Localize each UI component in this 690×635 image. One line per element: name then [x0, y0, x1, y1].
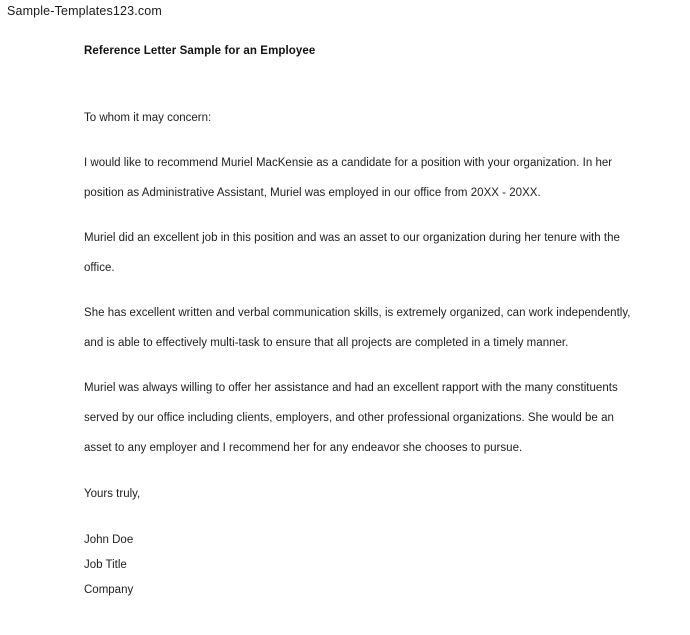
letter-paragraph-1: I would like to recommend Muriel MacKensie as a candidate for a position with your organization. In her position as Administrative Assistant, Muriel was employed in our office from 20XX - 20XX. [84, 157, 613, 199]
site-watermark: Sample-Templates123.com [7, 4, 162, 18]
letter-closing: Yours truly, [84, 488, 141, 500]
signature-job-title: Job Title [84, 559, 127, 571]
signature-name: John Doe [84, 534, 134, 546]
letter-paragraph-2: Muriel did an excellent job in this position and was an asset to our organization during her tenure with the office. [84, 232, 620, 274]
letter-salutation: To whom it may concern: [84, 112, 212, 124]
letter-document [84, 44, 642, 603]
letter-paragraph-3: She has excellent written and verbal communication skills, is extremely organized, can work independently, and is able to effectively multi-task to ensure that all projects are completed in a timely manner. [84, 307, 631, 349]
letter-title: Reference Letter Sample for an Employee [84, 45, 316, 57]
letter-paragraph-4: Muriel was always willing to offer her assistance and had an excellent rapport with the many constituents served by our office including clients, employers, and other professional organizations. She would be an asset to any employer and I recommend her for any endeavor she chooses to pursue. [84, 382, 618, 454]
signature-company: Company [84, 584, 134, 596]
signature-block [84, 528, 642, 603]
